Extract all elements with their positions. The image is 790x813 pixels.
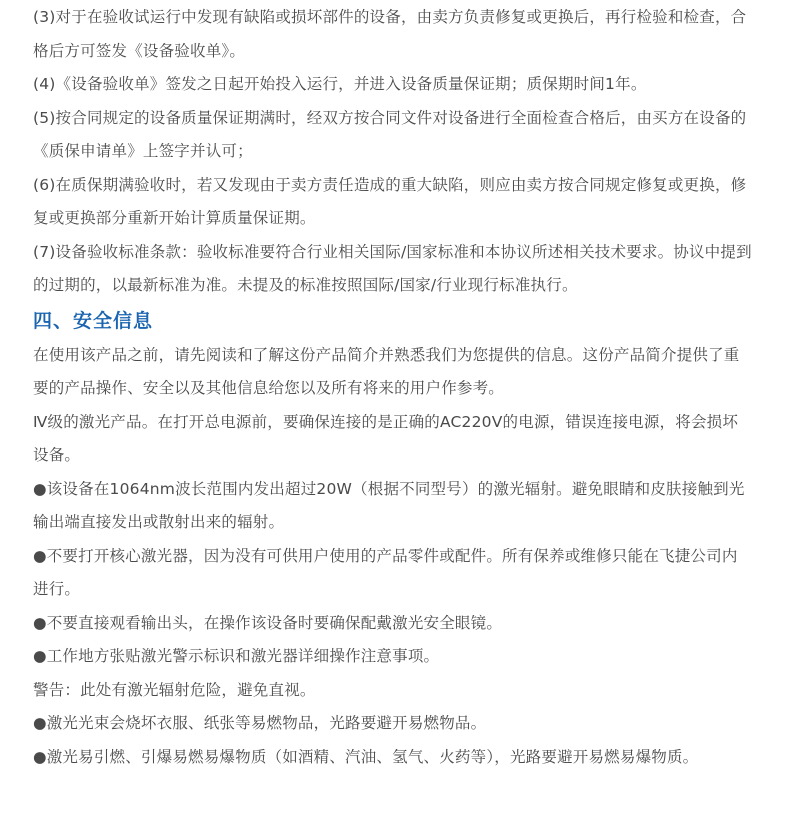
safety-bullet-4: ●工作地方张贴激光警示标识和激光器详细操作注意事项。: [33, 647, 440, 665]
safety-bullet-2: ●不要打开核心激光器，因为没有可供用户使用的产品零件或配件。所有保养或维修只能在飞捷公司内进行。: [33, 546, 738, 598]
safety-bullet-5: ●激光光束会烧坏衣服、纸张等易燃物品，光路要避开易燃物品。: [33, 714, 487, 732]
safety-bullet-3: ●不要直接观看输出头，在操作该设备时要确保配戴激光安全眼镜。: [33, 613, 503, 632]
safety-warning: 警告：此处有激光辐射危险，避免直视。: [33, 680, 316, 699]
acceptance-item-7: (7)设备验收标准条款：验收标准要符合行业相关国际/国家标准和本协议所述相关技术要求。协议中提到的过期的，以最新标准为准。未提及的标准按照国际/国家/行业现行标准执行。: [33, 242, 752, 294]
document-page: [33, 0, 753, 774]
acceptance-item-6: (6)在质保期满验收时，若又发现由于卖方责任造成的重大缺陷，则应由卖方按合同规定修复或更换，修复或更换部分重新开始计算质量保证期。: [33, 175, 747, 227]
acceptance-item-3: (3)对于在验收试运行中发现有缺陷或损坏部件的设备，由卖方负责修复或更换后，再行检验和检查，合格后方可签发《设备验收单》。: [33, 8, 747, 60]
safety-bullet-1: ●该设备在1064nm波长范围内发出超过20W（根据不同型号）的激光辐射。避免眼睛和皮肤接触到光输出端直接发出或散射出来的辐射。: [33, 479, 745, 531]
safety-class-note: Ⅳ级的激光产品。在打开总电源前，要确保连接的是正确的AC220V的电源，错误连接电源，将会损坏设备。: [33, 412, 739, 464]
safety-section-heading: 四、安全信息: [33, 309, 154, 332]
acceptance-item-4: (4)《设备验收单》签发之日起开始投入运行，并进入设备质量保证期；质保期时间1年。: [33, 75, 647, 93]
safety-intro: 在使用该产品之前，请先阅读和了解这份产品简介并熟悉我们为您提供的信息。这份产品简介提供了重要的产品操作、安全以及其他信息给您以及所有将来的用户作参考。: [33, 345, 740, 397]
acceptance-item-5: (5)按合同规定的设备质量保证期满时，经双方按合同文件对设备进行全面检查合格后，由买方在设备的《质保申请单》上签字并认可；: [33, 108, 747, 160]
safety-bullet-6: ●激光易引燃、引爆易燃易爆物质（如酒精、汽油、氢气、火药等），光路要避开易燃易爆物质。: [33, 747, 699, 766]
